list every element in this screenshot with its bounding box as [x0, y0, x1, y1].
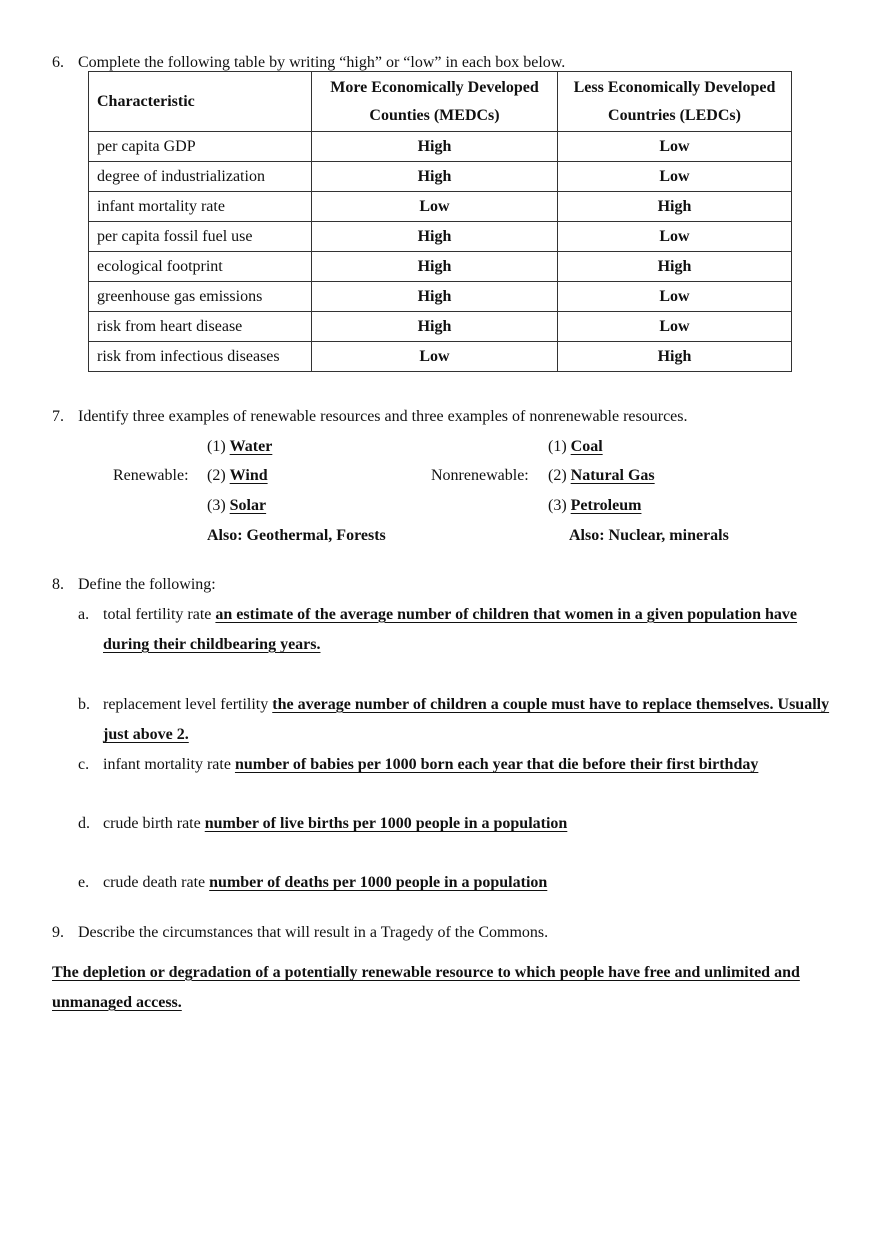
item-number: (3) — [548, 497, 567, 514]
renewable-label: Renewable: — [113, 467, 189, 484]
row-medc-value: High — [312, 132, 558, 162]
q6-number: 6. — [52, 54, 64, 71]
definition-answer: number of babies per 1000 born each year that die before their first birthday — [234, 756, 759, 773]
row-characteristic: greenhouse gas emissions — [89, 282, 312, 312]
definition-term: crude birth rate — [103, 815, 201, 832]
row-medc-value: High — [312, 312, 558, 342]
renewable-also: Also: Geothermal, Forests — [207, 527, 386, 544]
row-ledc-value: Low — [558, 282, 792, 312]
q8-prompt: Define the following: — [78, 576, 216, 593]
header-medc-line2: Counties (MEDCs) — [369, 106, 500, 124]
definition-letter: a. — [78, 606, 90, 623]
row-ledc-value: Low — [558, 222, 792, 252]
header-medc-line1: More Economically Developed — [330, 78, 539, 96]
definition-item — [103, 600, 843, 660]
header-ledc-line2: Countries (LEDCs) — [608, 106, 741, 124]
q9-prompt: Describe the circumstances that will result in a Tragedy of the Commons. — [78, 924, 549, 941]
q6-prompt: Complete the following table by writing “high” or “low” in each box below. — [78, 54, 566, 71]
renewable-item — [207, 437, 272, 457]
item-number: (1) — [548, 438, 567, 455]
q9-number: 9. — [52, 924, 64, 941]
definition-letter: e. — [78, 874, 90, 891]
definition-term: replacement level fertility — [103, 696, 269, 713]
nonrenewable-answer: Petroleum — [570, 497, 642, 514]
row-characteristic: risk from heart disease — [89, 312, 312, 342]
definition-answer: an estimate of the average number of children that women in a given population have during their childbearing years. — [103, 606, 798, 653]
table-row — [89, 342, 792, 372]
renewable-item — [207, 466, 268, 486]
definition-item — [103, 750, 863, 780]
renewable-item — [207, 496, 266, 516]
row-characteristic: degree of industrialization — [89, 162, 312, 192]
renewable-answer: Water — [229, 438, 273, 455]
definition-item — [103, 809, 843, 839]
row-ledc-value: Low — [558, 132, 792, 162]
row-characteristic: per capita GDP — [89, 132, 312, 162]
nonrenewable-item — [548, 496, 641, 516]
definition-item — [103, 690, 843, 750]
q8-number: 8. — [52, 576, 64, 593]
definition-letter: d. — [78, 815, 90, 832]
definition-answer: number of live births per 1000 people in a population — [204, 815, 568, 832]
header-characteristic: Characteristic — [89, 72, 312, 132]
table-row — [89, 132, 792, 162]
item-number: (2) — [207, 467, 226, 484]
item-number: (2) — [548, 467, 567, 484]
nonrenewable-answer: Natural Gas — [570, 467, 655, 484]
definition-item — [103, 868, 843, 898]
row-ledc-value: High — [558, 252, 792, 282]
definition-term: total fertility rate — [103, 606, 212, 623]
q7-prompt: Identify three examples of renewable resources and three examples of nonrenewable resources. — [78, 408, 688, 425]
q9-answer: The depletion or degradation of a potentially renewable resource to which people have free and unlimited and unmanaged access. — [52, 964, 800, 1011]
definition-answer: the average number of children a couple must have to replace themselves. Usually just above 2. — [103, 696, 830, 743]
row-medc-value: High — [312, 222, 558, 252]
header-medc — [312, 72, 558, 132]
definition-term: infant mortality rate — [103, 756, 231, 773]
row-ledc-value: Low — [558, 162, 792, 192]
definition-term: crude death rate — [103, 874, 206, 891]
table-row — [89, 192, 792, 222]
table-row — [89, 252, 792, 282]
renewable-answer: Wind — [229, 467, 268, 484]
table-row — [89, 222, 792, 252]
nonrenewable-answer: Coal — [570, 438, 603, 455]
row-medc-value: High — [312, 282, 558, 312]
renewable-answer: Solar — [229, 497, 267, 514]
row-medc-value: High — [312, 162, 558, 192]
item-number: (1) — [207, 438, 226, 455]
row-medc-value: Low — [312, 342, 558, 372]
row-ledc-value: High — [558, 192, 792, 222]
item-number: (3) — [207, 497, 226, 514]
nonrenewable-label: Nonrenewable: — [431, 467, 529, 484]
row-ledc-value: High — [558, 342, 792, 372]
row-characteristic: per capita fossil fuel use — [89, 222, 312, 252]
header-ledc-line1: Less Economically Developed — [573, 78, 776, 96]
definition-letter: b. — [78, 696, 90, 713]
table-row — [89, 162, 792, 192]
nonrenewable-item — [548, 466, 655, 486]
definition-answer: number of deaths per 1000 people in a population — [209, 874, 548, 891]
row-characteristic: risk from infectious diseases — [89, 342, 312, 372]
development-table — [88, 71, 792, 372]
row-characteristic: ecological footprint — [89, 252, 312, 282]
row-ledc-value: Low — [558, 312, 792, 342]
q7-number: 7. — [52, 408, 64, 425]
row-medc-value: Low — [312, 192, 558, 222]
nonrenewable-item — [548, 437, 603, 457]
row-characteristic: infant mortality rate — [89, 192, 312, 222]
table-row — [89, 312, 792, 342]
nonrenewable-also: Also: Nuclear, minerals — [569, 527, 729, 544]
table-row — [89, 282, 792, 312]
definition-letter: c. — [78, 756, 90, 773]
row-medc-value: High — [312, 252, 558, 282]
header-ledc — [558, 72, 792, 132]
